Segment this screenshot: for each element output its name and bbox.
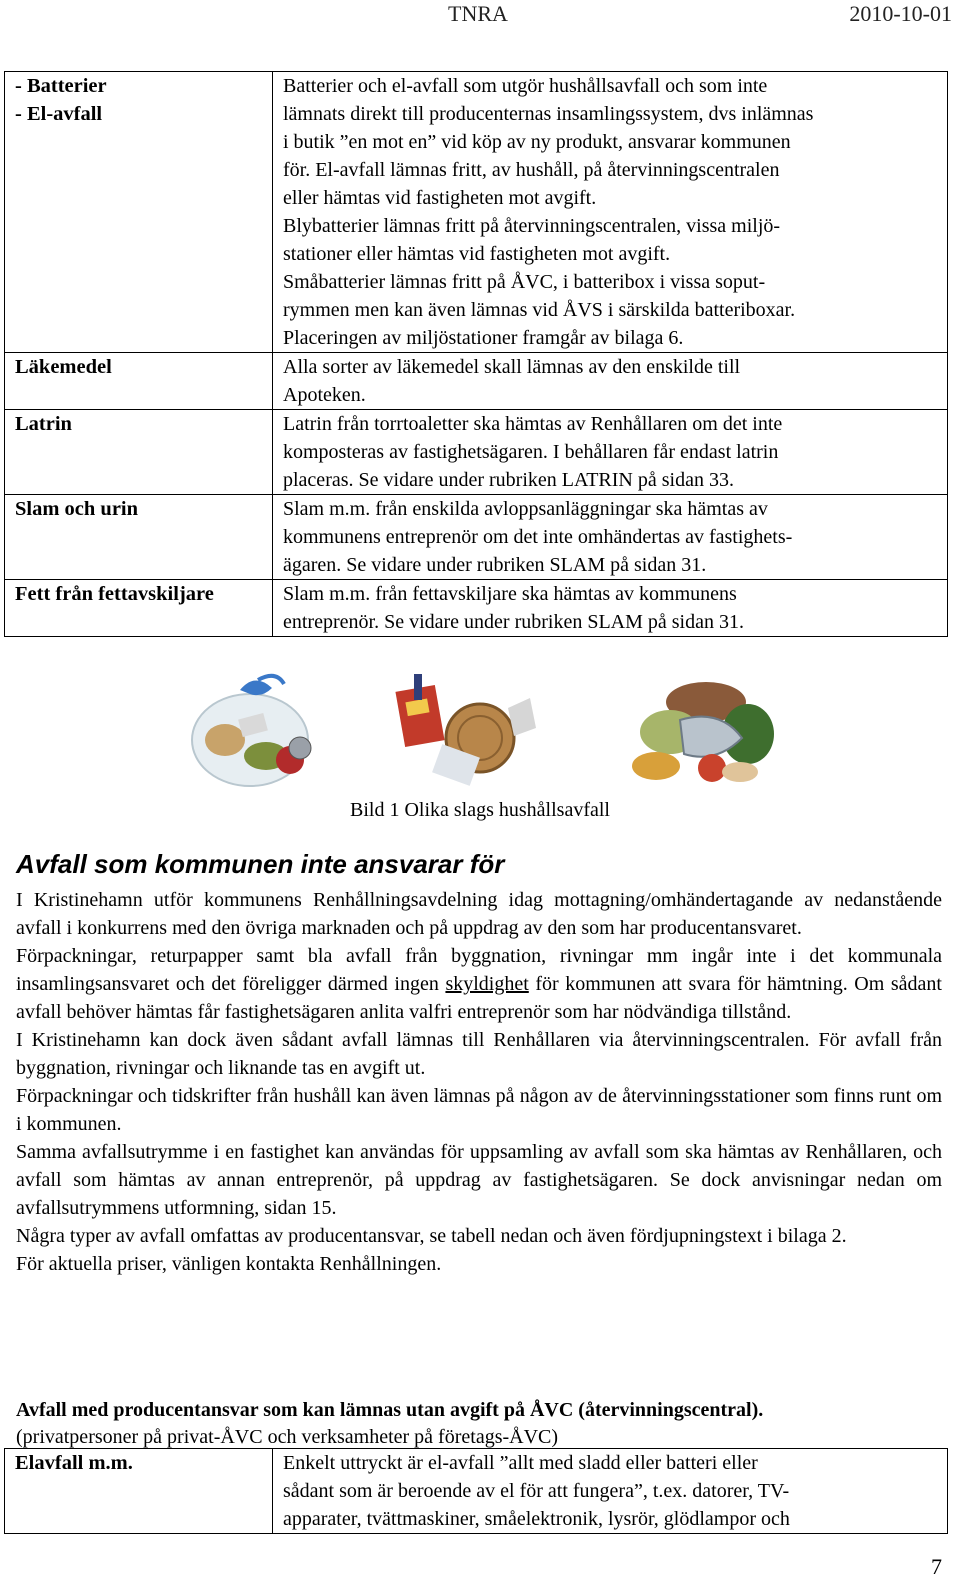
- row-label: - Batterier: [15, 75, 107, 97]
- text-line: Slam m.m. från enskilda avloppsanläggningar ska hämtas av: [283, 498, 768, 520]
- text-line: Apoteken.: [283, 384, 366, 406]
- text-line: lämnats direkt till producenternas insamlingssystem, dvs inlämnas: [283, 103, 814, 125]
- table-row: [5, 580, 948, 637]
- table-row: [5, 72, 948, 353]
- text-line: ägaren. Se vidare under rubriken SLAM på sidan 31.: [283, 554, 707, 576]
- text-line: för. El-avfall lämnas fritt, av hushåll, på återvinningscentralen: [283, 159, 780, 181]
- food-waste-image: [620, 668, 780, 792]
- text-line: eller hämtas vid fastigheten mot avgift.: [283, 187, 597, 209]
- row-text-cell: [273, 495, 948, 580]
- table-row: [5, 410, 948, 495]
- row-text-cell: [273, 1449, 948, 1534]
- section-heading: Avfall som kommunen inte ansvarar för: [16, 849, 505, 879]
- paragraph: I Kristinehamn utför kommunens Renhållningsavdelning idag mottagning/omhändertagande av nedanstående avfall i konkurrens med den övriga marknaden och på uppdrag av den som har producentansvaret.: [16, 889, 942, 939]
- text-line: apparater, tvättmaskiner, småelektronik, lysrör, glödlampor och: [283, 1508, 790, 1530]
- text-line: placeras. Se vidare under rubriken LATRIN på sidan 33.: [283, 469, 734, 491]
- waste-bag-image: [180, 668, 330, 792]
- producer-responsibility-subheading: (privatpersoner på privat-ÅVC och verksamheter på företags-ÅVC): [16, 1426, 559, 1448]
- text-line: kommunens entreprenör om det inte omhändertas av fastighets-: [283, 526, 793, 548]
- underlined-word: skyldighet: [445, 973, 529, 995]
- paragraph: I Kristinehamn kan dock även sådant avfall lämnas till Renhållaren via återvinningscentralen. För avfall från byggnation, rivningar och liknande tas en avgift ut.: [16, 1029, 942, 1079]
- waste-images: [180, 668, 780, 794]
- producer-responsibility-table: [4, 1448, 948, 1534]
- text-line: stationer eller hämtas vid fastigheten mot avgift.: [283, 243, 671, 265]
- row-label-cell: [5, 495, 273, 580]
- waste-responsibility-table: [4, 71, 948, 637]
- row-text-cell: [273, 580, 948, 637]
- row-label: Elavfall m.m.: [5, 1449, 273, 1534]
- row-label: Latrin: [15, 413, 72, 435]
- text-line: Latrin från torrtoaletter ska hämtas av Renhållaren om det inte: [283, 413, 783, 435]
- paragraph: [16, 942, 942, 1026]
- text-line: Batterier och el-avfall som utgör hushållsavfall och som inte: [283, 75, 768, 97]
- text-line: sådant som är beroende av el för att fungera”, t.ex. datorer, TV-: [283, 1480, 790, 1502]
- section-body: [16, 886, 942, 1278]
- text-line: i butik ”en mot en” vid köp av ny produkt, ansvarar kommunen: [283, 131, 791, 153]
- paragraph: Förpackningar och tidskrifter från hushåll kan även lämnas på någon av de återvinningsstationer som finns runt om i kommunen.: [16, 1085, 942, 1135]
- row-label-cell: [5, 353, 273, 410]
- row-label: - El-avfall: [15, 103, 103, 125]
- text-line: entreprenör. Se vidare under rubriken SLAM på sidan 31.: [283, 611, 744, 633]
- figure-caption: Bild 1 Olika slags hushållsavfall: [350, 799, 610, 821]
- text-line: Blybatterier lämnas fritt på återvinningscentralen, vissa miljö-: [283, 215, 781, 237]
- paragraph: För aktuella priser, vänligen kontakta Renhållningen.: [16, 1253, 442, 1275]
- table-row: [5, 1449, 948, 1534]
- paragraph-text: Förpackningar, returpapper samt bla avfall från byggnation, rivningar mm ingår inte i det kommunala insamlingsansvaret och det föreligger därmed ingen: [16, 945, 942, 995]
- table-row: [5, 353, 948, 410]
- producer-responsibility-heading: Avfall med producentansvar som kan lämnas utan avgift på ÅVC (återvinningscentral).: [16, 1399, 764, 1421]
- table-row: [5, 495, 948, 580]
- page-number: 7: [931, 1554, 942, 1579]
- row-label: Slam och urin: [15, 498, 139, 520]
- text-line: Småbatterier lämnas fritt på ÅVC, i batteribox i vissa soput-: [283, 271, 766, 293]
- row-text-cell: [273, 353, 948, 410]
- row-text-cell: [273, 72, 948, 353]
- row-label-cell: [5, 580, 273, 637]
- paragraph-text: för kommunen att svara för hämtning. Om sådant avfall behöver hämtas får fastighetsägaren anlita valfri entreprenör som har nödvändiga tillstånd.: [16, 973, 942, 1023]
- packaging-waste-image: [390, 668, 540, 792]
- row-label: Läkemedel: [15, 356, 112, 378]
- text-line: Alla sorter av läkemedel skall lämnas av den enskilde till: [283, 356, 741, 378]
- paragraph: Samma avfallsutrymme i en fastighet kan användas för uppsamling av avfall som ska hämtas av Renhållaren, och avfall som hämtas av annan entreprenör, på uppdrag av fastighetsägaren. Se dock anvisningar nedan om avfallsutrymmens utformning, sidan 15.: [16, 1141, 942, 1219]
- row-label-cell: [5, 410, 273, 495]
- paragraph: Några typer av avfall omfattas av producentansvar, se tabell nedan och även fördjupningstext i bilaga 2.: [16, 1225, 847, 1247]
- row-text-cell: [273, 410, 948, 495]
- text-line: Placeringen av miljöstationer framgår av bilaga 6.: [283, 327, 684, 349]
- text-line: komposteras av fastighetsägaren. I behållaren får endast latrin: [283, 441, 779, 463]
- text-line: Enkelt uttryckt är el-avfall ”allt med sladd eller batteri eller: [283, 1452, 758, 1474]
- text-line: Slam m.m. från fettavskiljare ska hämtas av kommunens: [283, 583, 737, 605]
- header-title: TNRA: [448, 1, 508, 26]
- row-label-cell: [5, 72, 273, 353]
- header-date: 2010-10-01: [849, 1, 952, 26]
- text-line: rymmen men kan även lämnas vid ÅVS i särskilda batteriboxar.: [283, 299, 796, 321]
- row-label: Fett från fettavskiljare: [15, 583, 214, 605]
